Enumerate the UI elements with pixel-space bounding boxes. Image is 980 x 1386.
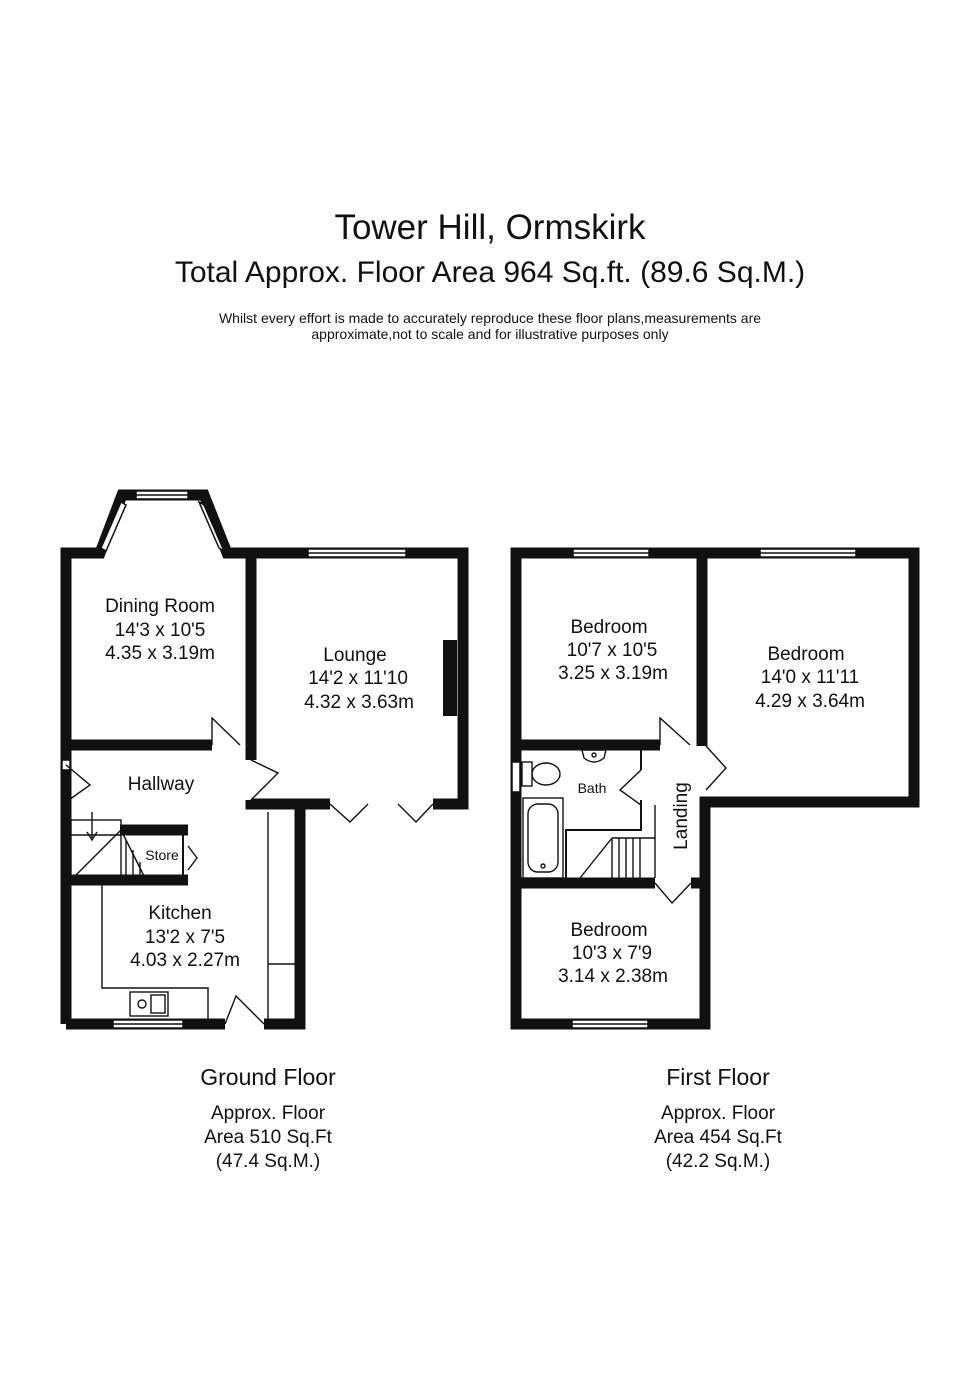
bedroom3-imperial: 10'3 x 7'9	[571, 943, 653, 964]
ground-floor-plan	[62, 491, 463, 1028]
bedroom1-door	[660, 718, 690, 745]
first-floor-area-line2: Area 454 Sq.Ft	[654, 1127, 782, 1148]
store-door	[188, 846, 197, 870]
ground-floor-area-line2: Area 510 Sq.Ft	[204, 1127, 332, 1148]
lounge-imperial: 14'2 x 11'10	[308, 668, 408, 689]
first-floor-summary	[588, 1062, 848, 1174]
first-floor-title: First Floor	[666, 1064, 770, 1090]
plan-title: Tower Hill, Ormskirk	[334, 208, 646, 247]
bedroom2-label: Bedroom	[767, 644, 845, 665]
bedroom2-metric: 4.29 x 3.64m	[755, 691, 865, 712]
ground-floor-stairs	[71, 812, 146, 880]
kitchen-imperial: 13'2 x 7'5	[144, 927, 226, 948]
dining-room-imperial: 14'3 x 10'5	[114, 620, 206, 641]
kitchen-metric: 4.03 x 2.27m	[130, 950, 240, 971]
ground-floor-summary	[138, 1062, 398, 1174]
landing-label: Landing	[671, 782, 692, 850]
dining-room-metric: 4.35 x 3.19m	[105, 643, 215, 664]
disclaimer-line-1: Whilst every effort is made to accurately reproduce these floor plans,measurements are	[218, 310, 762, 326]
kitchen-units	[268, 812, 296, 1019]
bedroom1-label: Bedroom	[570, 617, 648, 638]
ff-wall-bath	[566, 800, 641, 883]
bedroom3-door	[655, 883, 691, 903]
hallway-label: Hallway	[127, 774, 195, 795]
bedroom3-label: Bedroom	[570, 920, 648, 941]
disclaimer-line-2: approximate,not to scale and for illustrative purposes only	[311, 326, 669, 342]
toilet-icon	[522, 762, 560, 786]
gf-outer-wall-kitchen-right	[264, 804, 300, 1024]
total-floor-area: Total Approx. Floor Area 964 Sq.ft. (89.6 Sq.M.)	[174, 256, 806, 289]
lounge-label: Lounge	[323, 645, 387, 666]
bathtub-icon	[523, 798, 563, 878]
first-floor-stairs	[580, 805, 655, 878]
gf-wall-lounge-bottom	[251, 800, 300, 804]
bedroom1-metric: 3.25 x 3.19m	[558, 663, 668, 684]
bedroom2-door	[706, 746, 726, 790]
bedroom3-metric: 3.14 x 2.38m	[558, 966, 668, 987]
bathroom-window	[512, 762, 520, 792]
chimney-breast	[443, 640, 457, 716]
kitchen-door	[225, 996, 264, 1024]
dining-door	[212, 718, 240, 745]
ground-floor-area-line1: Approx. Floor	[210, 1103, 326, 1124]
lounge-patio-door-left	[330, 804, 368, 822]
lounge-patio-door-right	[398, 804, 433, 822]
first-floor-plan	[512, 549, 914, 1028]
ground-floor-title: Ground Floor	[200, 1064, 336, 1090]
dining-room-label: Dining Room	[105, 596, 215, 617]
ground-floor-area-line3: (47.4 Sq.M.)	[215, 1151, 321, 1172]
basin-icon	[582, 750, 606, 762]
bath-door	[620, 770, 641, 805]
lounge-door	[251, 760, 278, 800]
kitchen-label: Kitchen	[148, 903, 212, 924]
bedroom2-imperial: 14'0 x 11'11	[760, 667, 860, 688]
bedroom1-imperial: 10'7 x 10'5	[566, 640, 658, 661]
store-label: Store	[145, 847, 179, 863]
bath-label: Bath	[577, 780, 607, 796]
lounge-metric: 4.32 x 3.63m	[304, 692, 414, 713]
first-floor-area-line1: Approx. Floor	[660, 1103, 776, 1124]
first-floor-area-line3: (42.2 Sq.M.)	[665, 1151, 771, 1172]
